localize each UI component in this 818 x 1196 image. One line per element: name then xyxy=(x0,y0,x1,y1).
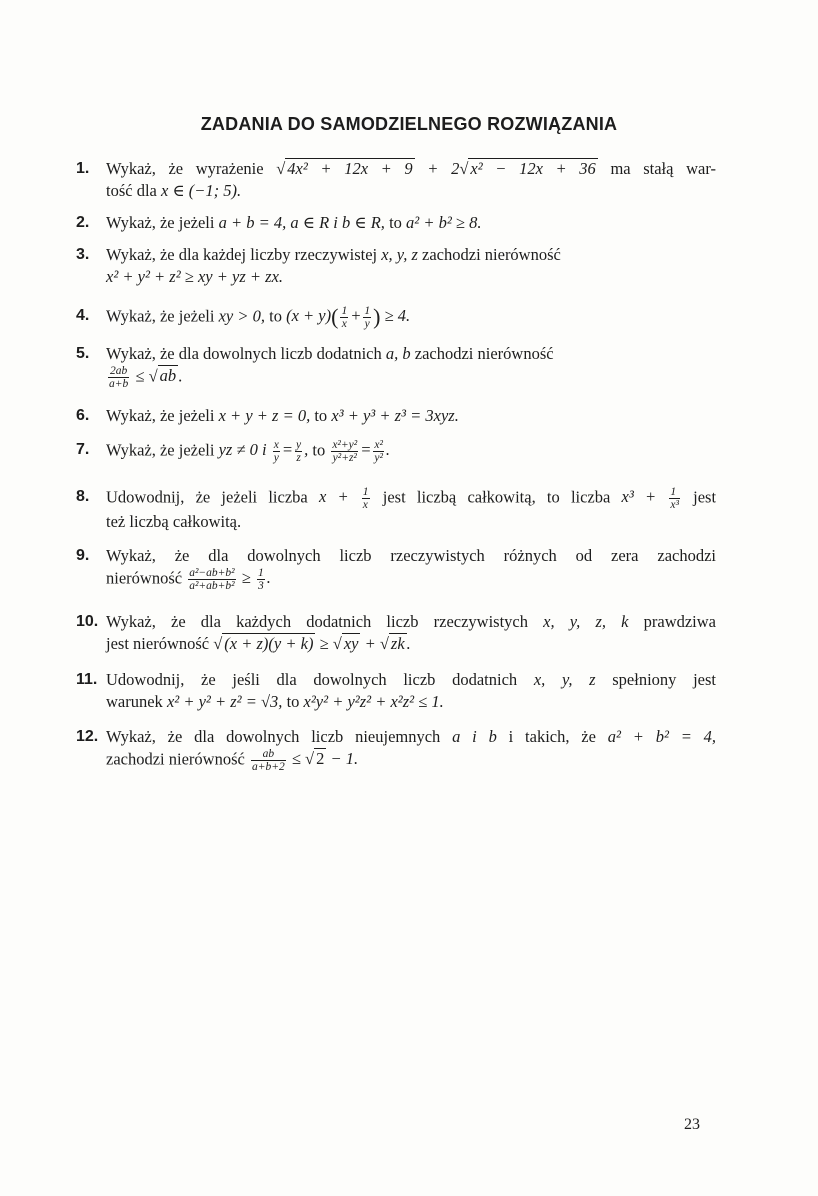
task-number: 6. xyxy=(76,407,90,424)
task-3: 3. Wykaż, że dla każdej liczby rzeczywistej x, y, z zachodzi nierówność x² + y² + z² ≥ xy + yz + zx. xyxy=(76,245,561,286)
task-1: 1. Wykaż, że wyrażenie √ 4x² + 12x + 9 + 2√ x² − 12x + 36 ma stałą war- tość dla x ∈ (−1; 5). xyxy=(76,159,716,200)
task-number: 8. xyxy=(76,488,90,505)
task-number: 12. xyxy=(76,728,99,745)
task-number: 4. xyxy=(76,307,90,324)
task-10: 10. Wykaż, że dla każdych dodatnich liczb rzeczywistych x, y, z, k prawdziwa jest nierówność √ (x + z)(y + k) ≥ √ xy + √ zk . xyxy=(76,612,717,653)
task-11: 11. Udowodnij, że jeśli dla dowolnych liczb dodatnich x, y, z spełniony jest warunek x² + y² + z² = √3, to x²y² + y²z² + x²z² ≤ 1. xyxy=(76,670,716,711)
task-6: 6. Wykaż, że jeżeli x + y + z = 0, to x³ + y³ + z³ = 3xyz. xyxy=(76,406,459,425)
task-number: 3. xyxy=(76,246,90,263)
task-formula: √ 4x² + 12x + 9 + 2√ x² − 12x + 36 xyxy=(276,159,596,178)
task-9: 9. Wykaż, że dla dowolnych liczb rzeczywistych różnych od zera zachodzi nierówność $\frac{\text{a²−ab+b²}}{\text{a²+ab+b²}}$ ≥ $\frac{1}{3}$ . xyxy=(76,546,716,592)
task-number: 1. xyxy=(76,160,90,177)
task-formula: $\frac{\text{a²−ab+b²}}{\text{a²+ab+b²}}$ ≥ $\frac{1}{3}$ . xyxy=(189,567,271,592)
task-number: 10. xyxy=(76,613,99,630)
task-formula: $\frac{ab}{a+b+2}$ ≤ √ 2 − 1. xyxy=(251,748,359,773)
task-number: 2. xyxy=(76,214,90,231)
task-formula: $\frac{2ab}{a+b}$ ≤ √ ab . xyxy=(109,365,183,390)
task-number: 7. xyxy=(76,441,90,458)
task-number: 5. xyxy=(76,345,90,362)
task-number: 9. xyxy=(76,547,90,564)
page-number: 23 xyxy=(684,1116,700,1133)
section-heading: ZADANIA DO SAMODZIELNEGO ROZWIĄZANIA xyxy=(200,114,618,134)
task-12: 12. Wykaż, że dla dowolnych liczb nieujemnych a i b i takich, że a² + b² = 4, zachodzi nierówność $\frac{ab}{a+b+2}$ ≤ √ 2 − 1. xyxy=(76,727,717,773)
task-number: 11. xyxy=(76,671,98,688)
task-5: 5. Wykaż, że dla dowolnych liczb dodatnich a, b zachodzi nierówność $\frac{2ab}{a+b}$ ≤ √ ab . xyxy=(76,343,716,390)
task-formula: √ (x + z)(y + k) ≥ √ xy + √ zk . xyxy=(213,634,411,653)
task-4: 4. Wykaż, że jeżeli xy > 0, to (x + y)( $\frac{1}{x}$ + $\frac{1}{y}$ ) ≥ 4. xyxy=(76,304,411,330)
task-7: 7. Wykaż, że jeżeli yz ≠ 0 i $\frac{x}{y}$ = $\frac{y}{z}$ , to $\frac{\text{x²+y²}}{\text{y²+z²}}$ = $\frac{\text{x²}}{\text{y²}}$ . xyxy=(76,439,391,464)
task-2: 2. Wykaż, że jeżeli a + b = 4, a ∈ R i b ∈ R, to a² + b² ≥ 8. xyxy=(76,213,482,232)
task-8: 8. Udowodnij, że jeżeli liczba x + $\frac{1}{x}$ jest liczbą całkowitą, to liczba x³ + $\frac{1}{\text{x³}}$ jest też liczbą całkowitą. xyxy=(76,486,717,531)
task-formula: (x + y)( $\frac{1}{x}$ + $\frac{1}{y}$ ) ≥ 4. xyxy=(286,304,411,330)
task-formula: yz ≠ 0 i $\frac{x}{y}$ = $\frac{y}{z}$ , xyxy=(218,439,309,464)
